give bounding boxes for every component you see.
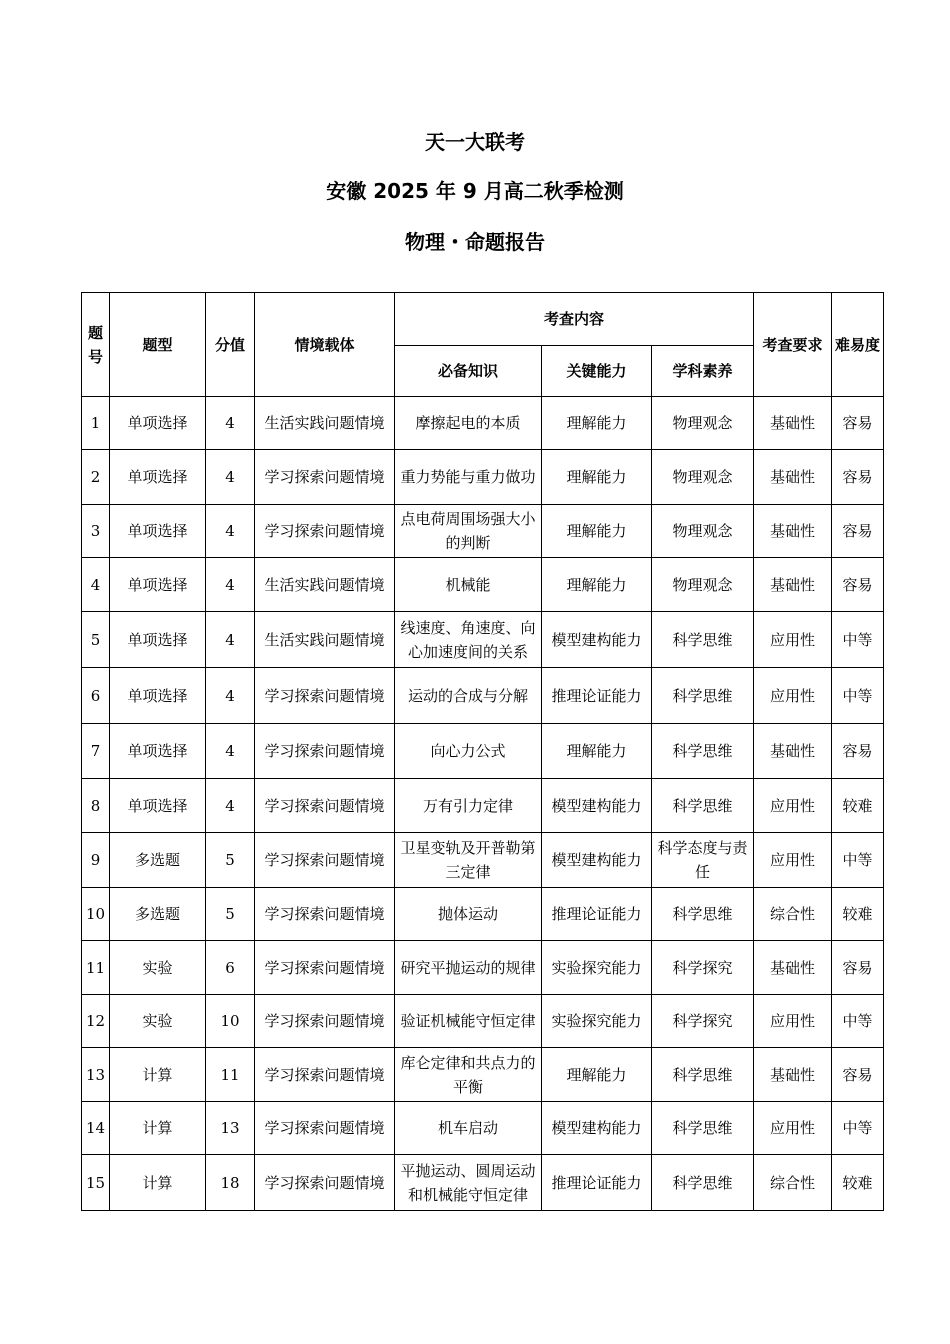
report-title-subject: 物理・命题报告 [405,230,545,254]
table-body [82,397,884,1211]
question-number-cell: 11 [82,941,110,995]
literacy-cell: 科学思维 [652,779,754,833]
literacy-cell: 科学思维 [652,1102,754,1155]
ability-cell: 模型建构能力 [542,1102,652,1155]
table-row [82,612,884,668]
ability-cell: 推理论证能力 [542,668,652,724]
context-cell: 学习探索问题情境 [255,941,395,995]
header-context: 情境载体 [255,293,395,397]
ability-cell: 理解能力 [542,1048,652,1102]
question-type-cell: 单项选择 [110,779,206,833]
table-header-row [82,293,884,346]
literacy-cell: 物理观念 [652,450,754,505]
context-cell: 学习探索问题情境 [255,1048,395,1102]
header-literacy: 学科素养 [652,346,754,397]
question-type-cell: 多选题 [110,888,206,941]
report-title-exam: 天一大联考 [425,130,525,154]
knowledge-cell: 点电荷周围场强大小的判断 [395,505,542,558]
table-row [82,558,884,612]
literacy-cell: 物理观念 [652,505,754,558]
table-row [82,833,884,888]
ability-cell: 理解能力 [542,558,652,612]
difficulty-cell: 较难 [832,779,884,833]
table-row [82,450,884,505]
knowledge-cell: 万有引力定律 [395,779,542,833]
ability-cell: 实验探究能力 [542,995,652,1048]
knowledge-cell: 机械能 [395,558,542,612]
question-type-cell: 单项选择 [110,558,206,612]
question-number-cell: 2 [82,450,110,505]
score-cell: 4 [206,612,255,668]
score-cell: 4 [206,450,255,505]
knowledge-cell: 平抛运动、圆周运动和机械能守恒定律 [395,1155,542,1211]
table-row [82,1155,884,1211]
score-cell: 5 [206,833,255,888]
question-type-cell: 计算 [110,1048,206,1102]
context-cell: 学习探索问题情境 [255,450,395,505]
question-type-cell: 单项选择 [110,668,206,724]
knowledge-cell: 运动的合成与分解 [395,668,542,724]
literacy-cell: 科学探究 [652,995,754,1048]
header-question-type: 题型 [110,293,206,397]
question-number-cell: 5 [82,612,110,668]
difficulty-cell: 容易 [832,1048,884,1102]
score-cell: 5 [206,888,255,941]
difficulty-cell: 较难 [832,1155,884,1211]
table-row [82,668,884,724]
question-number-cell: 8 [82,779,110,833]
context-cell: 学习探索问题情境 [255,833,395,888]
requirement-cell: 应用性 [754,612,832,668]
score-cell: 11 [206,1048,255,1102]
question-number-cell: 14 [82,1102,110,1155]
table-row [82,779,884,833]
literacy-cell: 物理观念 [652,558,754,612]
knowledge-cell: 摩擦起电的本质 [395,397,542,450]
context-cell: 学习探索问题情境 [255,668,395,724]
knowledge-cell: 研究平抛运动的规律 [395,941,542,995]
knowledge-cell: 机车启动 [395,1102,542,1155]
question-type-cell: 计算 [110,1155,206,1211]
difficulty-cell: 容易 [832,941,884,995]
header-question-number: 题号 [82,293,110,397]
context-cell: 生活实践问题情境 [255,397,395,450]
knowledge-cell: 抛体运动 [395,888,542,941]
question-number-cell: 6 [82,668,110,724]
question-number-cell: 4 [82,558,110,612]
context-cell: 学习探索问题情境 [255,1102,395,1155]
literacy-cell: 物理观念 [652,397,754,450]
requirement-cell: 应用性 [754,1102,832,1155]
score-cell: 4 [206,779,255,833]
question-type-cell: 单项选择 [110,612,206,668]
table-row [82,995,884,1048]
score-cell: 13 [206,1102,255,1155]
difficulty-cell: 较难 [832,888,884,941]
requirement-cell: 基础性 [754,450,832,505]
question-type-cell: 实验 [110,941,206,995]
question-number-cell: 7 [82,724,110,779]
ability-cell: 推理论证能力 [542,1155,652,1211]
table-row [82,505,884,558]
literacy-cell: 科学态度与责任 [652,833,754,888]
score-cell: 4 [206,668,255,724]
knowledge-cell: 重力势能与重力做功 [395,450,542,505]
difficulty-cell: 中等 [832,668,884,724]
score-cell: 4 [206,724,255,779]
literacy-cell: 科学思维 [652,888,754,941]
score-cell: 18 [206,1155,255,1211]
requirement-cell: 基础性 [754,397,832,450]
table-row [82,1102,884,1155]
requirement-cell: 基础性 [754,941,832,995]
requirement-cell: 应用性 [754,833,832,888]
difficulty-cell: 中等 [832,612,884,668]
score-cell: 4 [206,397,255,450]
knowledge-cell: 卫星变轨及开普勒第三定律 [395,833,542,888]
question-number-cell: 10 [82,888,110,941]
difficulty-cell: 容易 [832,450,884,505]
requirement-cell: 基础性 [754,724,832,779]
difficulty-cell: 容易 [832,558,884,612]
ability-cell: 理解能力 [542,505,652,558]
table-row [82,724,884,779]
ability-cell: 模型建构能力 [542,833,652,888]
difficulty-cell: 容易 [832,397,884,450]
score-cell: 4 [206,558,255,612]
question-type-cell: 单项选择 [110,505,206,558]
ability-cell: 模型建构能力 [542,612,652,668]
proposition-report-table [81,292,884,1211]
ability-cell: 理解能力 [542,397,652,450]
difficulty-cell: 容易 [832,724,884,779]
literacy-cell: 科学思维 [652,1155,754,1211]
question-type-cell: 计算 [110,1102,206,1155]
ability-cell: 推理论证能力 [542,888,652,941]
literacy-cell: 科学思维 [652,612,754,668]
header-content: 考查内容 [395,293,754,346]
literacy-cell: 科学思维 [652,668,754,724]
requirement-cell: 综合性 [754,1155,832,1211]
question-number-cell: 1 [82,397,110,450]
requirement-cell: 综合性 [754,888,832,941]
requirement-cell: 基础性 [754,1048,832,1102]
requirement-cell: 基础性 [754,505,832,558]
context-cell: 学习探索问题情境 [255,995,395,1048]
table-row [82,888,884,941]
requirement-cell: 基础性 [754,558,832,612]
question-number-cell: 3 [82,505,110,558]
context-cell: 学习探索问题情境 [255,724,395,779]
score-cell: 4 [206,505,255,558]
context-cell: 学习探索问题情境 [255,779,395,833]
difficulty-cell: 容易 [832,505,884,558]
question-number-cell: 15 [82,1155,110,1211]
context-cell: 学习探索问题情境 [255,505,395,558]
requirement-cell: 应用性 [754,995,832,1048]
question-number-cell: 9 [82,833,110,888]
literacy-cell: 科学思维 [652,1048,754,1102]
question-number-cell: 13 [82,1048,110,1102]
knowledge-cell: 验证机械能守恒定律 [395,995,542,1048]
literacy-cell: 科学思维 [652,724,754,779]
difficulty-cell: 中等 [832,1102,884,1155]
question-type-cell: 单项选择 [110,397,206,450]
context-cell: 学习探索问题情境 [255,888,395,941]
knowledge-cell: 向心力公式 [395,724,542,779]
requirement-cell: 应用性 [754,779,832,833]
context-cell: 生活实践问题情境 [255,612,395,668]
knowledge-cell: 库仑定律和共点力的平衡 [395,1048,542,1102]
table-row [82,1048,884,1102]
question-type-cell: 单项选择 [110,724,206,779]
ability-cell: 模型建构能力 [542,779,652,833]
ability-cell: 实验探究能力 [542,941,652,995]
ability-cell: 理解能力 [542,450,652,505]
header-knowledge: 必备知识 [395,346,542,397]
knowledge-cell: 线速度、角速度、向心加速度间的关系 [395,612,542,668]
header-requirement: 考查要求 [754,293,832,397]
table-row [82,397,884,450]
context-cell: 生活实践问题情境 [255,558,395,612]
report-title-session: 安徽 2025 年 9 月高二秋季检测 [326,179,624,203]
difficulty-cell: 中等 [832,995,884,1048]
literacy-cell: 科学探究 [652,941,754,995]
difficulty-cell: 中等 [832,833,884,888]
header-ability: 关键能力 [542,346,652,397]
requirement-cell: 应用性 [754,668,832,724]
header-score: 分值 [206,293,255,397]
score-cell: 10 [206,995,255,1048]
question-type-cell: 多选题 [110,833,206,888]
score-cell: 6 [206,941,255,995]
table-row [82,941,884,995]
question-type-cell: 单项选择 [110,450,206,505]
ability-cell: 理解能力 [542,724,652,779]
context-cell: 学习探索问题情境 [255,1155,395,1211]
question-type-cell: 实验 [110,995,206,1048]
header-difficulty: 难易度 [832,293,884,397]
question-number-cell: 12 [82,995,110,1048]
